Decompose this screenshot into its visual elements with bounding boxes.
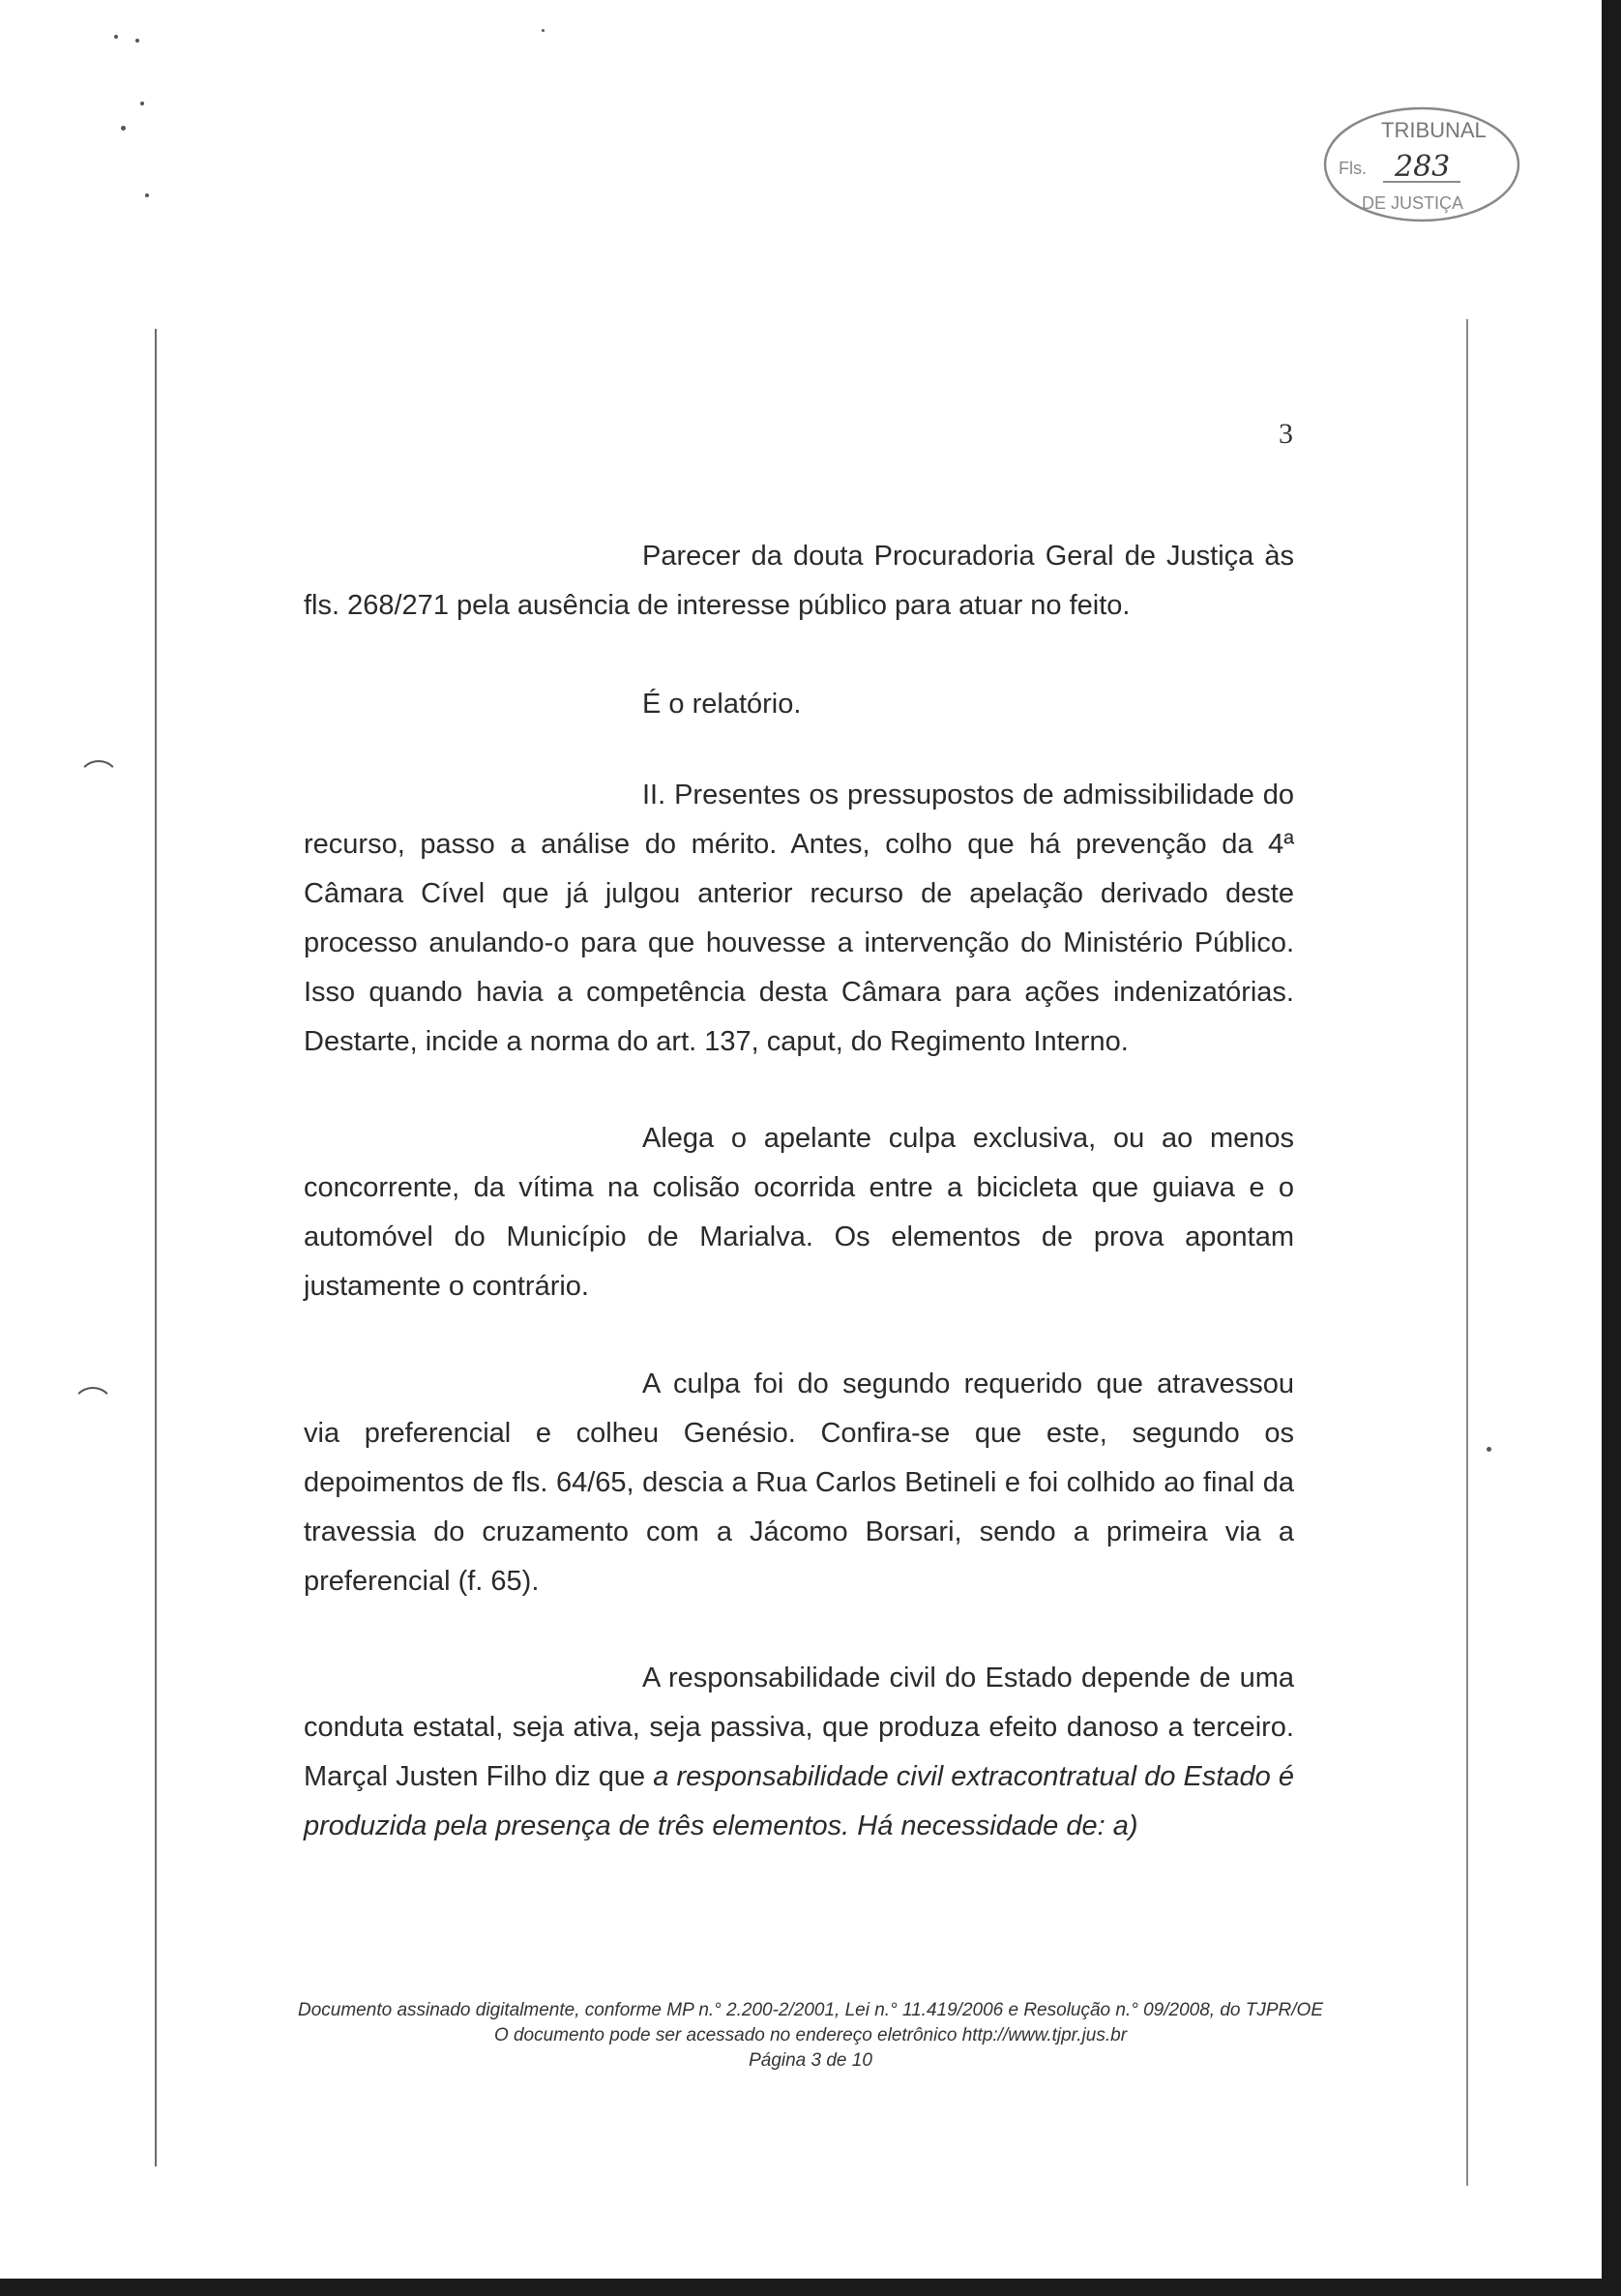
paragraph-3 [304,1114,1294,1311]
scan-edge-bottom [0,2279,1621,2296]
footer [155,1998,1466,2074]
footer-access-note: O documento pode ser acessado no endereço eletrônico http://www.tjpr.jus.br [493,2025,1128,2046]
scan-speck [542,29,545,32]
scan-speck [140,102,144,105]
scan-speck [145,193,149,197]
scan-edge-right [1602,0,1621,2296]
stamp-fls-label: Fls. [1339,159,1367,178]
paragraph-3-text: Alega o apelante culpa exclusiva, ou ao menos concorrente, da vítima na colisão ocorrida entre a bicicleta que guiava e o automóvel do Município de Marialva. Os elementos de prova apontam justamente o contrário. [304,1123,1294,1302]
scan-speck [114,35,118,39]
paragraph-5-quote: a responsabilidade civil extracontratual do Estado é produzida pela presença de três elementos. Há necessidade de: a) [304,1761,1294,1841]
paragraph-5-text [304,1654,1294,1851]
stamp-line1: TRIBUNAL [1381,118,1487,142]
paragraph-1 [304,532,1294,631]
stamp-fls-number: 283 [1395,150,1451,184]
scan-speck [121,126,126,131]
footer-page-count: Página 3 de 10 [749,2050,872,2071]
scan-speck [1487,1447,1491,1452]
page-number: 3 [1279,418,1293,450]
scan-speck [135,39,139,43]
paragraph-4 [304,1360,1294,1606]
footer-signature-note: Documento assinado digitalmente, conforme MP n.° 2.200-2/2001, Lei n.° 11.419/2006 e Resolução n.° 09/2008, do TJPR/OE [298,2000,1323,2020]
section-heading: É o relatório. [642,689,802,720]
court-stamp [1315,97,1528,232]
punch-hole-mark [72,1387,114,1429]
paragraph-5-normal: A responsabilidade civil do Estado depende de uma conduta estatal, seja ativa, seja passiva, que produza efeito danoso a terceiro. Marçal Justen Filho diz que [304,1663,1294,1792]
punch-hole-mark [77,760,120,803]
stamp-line3: DE JUSTIÇA [1362,193,1464,213]
paragraph-5 [304,1654,1294,1851]
left-border-line [155,329,157,2166]
paragraph-2-text: II. Presentes os pressupostos de admissibilidade do recurso, passo a análise do mérito. Antes, colho que há prevenção da 4ª Câmara Cível que já julgou anterior recurso de apelação derivado deste processo anulando-o para que houvesse a intervenção do Ministério Público. Isso quando havia a competência desta Câmara para ações indenizatórias. Destarte, incide a norma do art. 137, caput, do Regimento Interno. [304,780,1294,1057]
paragraph-2 [304,771,1294,1067]
paragraph-4-text: A culpa foi do segundo requerido que atravessou via preferencial e colheu Genésio. Confira-se que este, segundo os depoimentos de fls. 64/65, descia a Rua Carlos Betineli e foi colhido ao final da travessia do cruzamento com a Jácomo Borsari, sendo a primeira via a preferencial (f. 65). [304,1369,1294,1597]
right-border-line [1466,319,1468,2186]
paragraph-1-text: Parecer da douta Procuradoria Geral de Justiça às fls. 268/271 pela ausência de interesse público para atuar no feito. [304,541,1294,621]
